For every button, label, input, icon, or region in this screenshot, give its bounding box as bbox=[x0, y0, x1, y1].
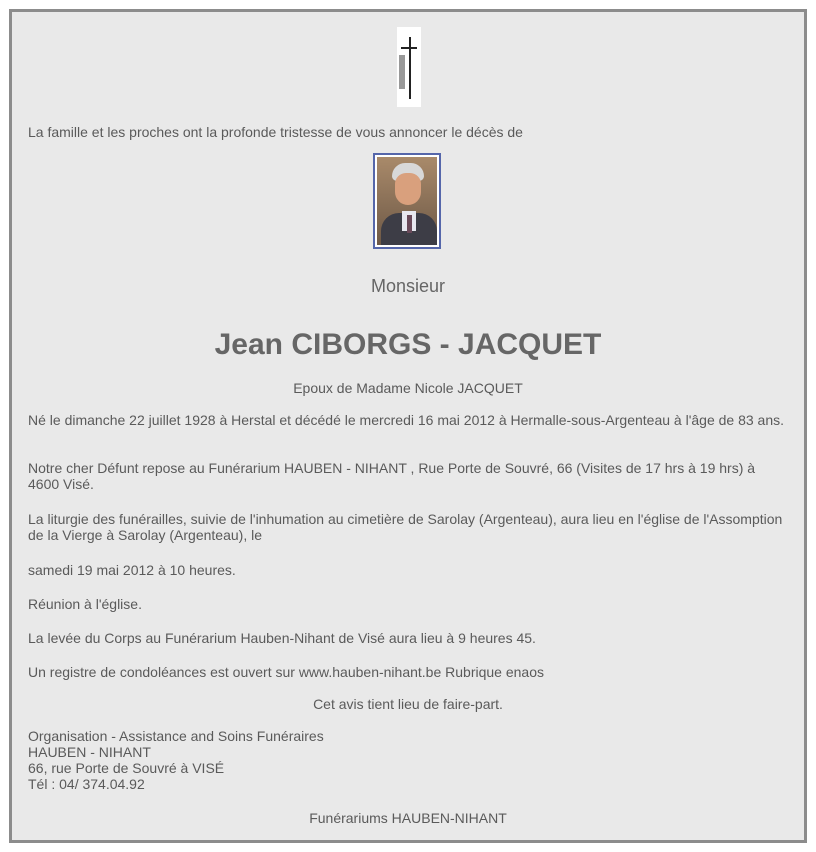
cross-icon bbox=[397, 27, 421, 107]
reunion-text: Réunion à l'église. bbox=[28, 596, 142, 612]
spouse-text: Epoux de Madame Nicole JACQUET bbox=[293, 380, 523, 396]
intro-text: La famille et les proches ont la profonde tristesse de vous annoncer le décès de bbox=[28, 124, 523, 140]
org-line-2: HAUBEN - NIHANT bbox=[28, 744, 151, 760]
faire-part-text: Cet avis tient lieu de faire-part. bbox=[313, 696, 503, 712]
birth-death-text: Né le dimanche 22 juillet 1928 à Herstal et décédé le mercredi 16 mai 2012 à Hermalle-sous-Argenteau à l'âge de 83 ans. bbox=[28, 412, 784, 428]
footer-text: Funérariums HAUBEN-NIHANT bbox=[309, 810, 507, 826]
registry-text: Un registre de condoléances est ouvert sur www.hauben-nihant.be Rubrique enaos bbox=[28, 664, 544, 680]
deceased-photo bbox=[373, 153, 441, 249]
honorific-title: Monsieur bbox=[370, 276, 446, 296]
repose-text: Notre cher Défunt repose au Funérarium HAUBEN - NIHANT , Rue Porte de Souvré, 66 (Visites de 17 hrs à 19 hrs) à 4600 Visé. bbox=[28, 460, 756, 492]
org-phone: Tél : 04/ 374.04.92 bbox=[28, 776, 145, 792]
ceremony-date: samedi 19 mai 2012 à 10 heures. bbox=[28, 562, 236, 578]
org-line-3: 66, rue Porte de Souvré à VISÉ bbox=[28, 760, 225, 776]
organisation-block bbox=[28, 728, 788, 792]
liturgy-text: La liturgie des funérailles, suivie de l'inhumation au cimetière de Sarolay (Argenteau), aura lieu en l'église de l'Assomption de la Vierge à Sarolay (Argenteau), le bbox=[28, 511, 783, 543]
deceased-name: Jean CIBORGS - JACQUET bbox=[214, 328, 602, 361]
death-notice-frame bbox=[9, 9, 807, 843]
levee-text: La levée du Corps au Funérarium Hauben-Nihant de Visé aura lieu à 9 heures 45. bbox=[28, 630, 536, 646]
org-line-1: Organisation - Assistance and Soins Funéraires bbox=[28, 728, 324, 744]
